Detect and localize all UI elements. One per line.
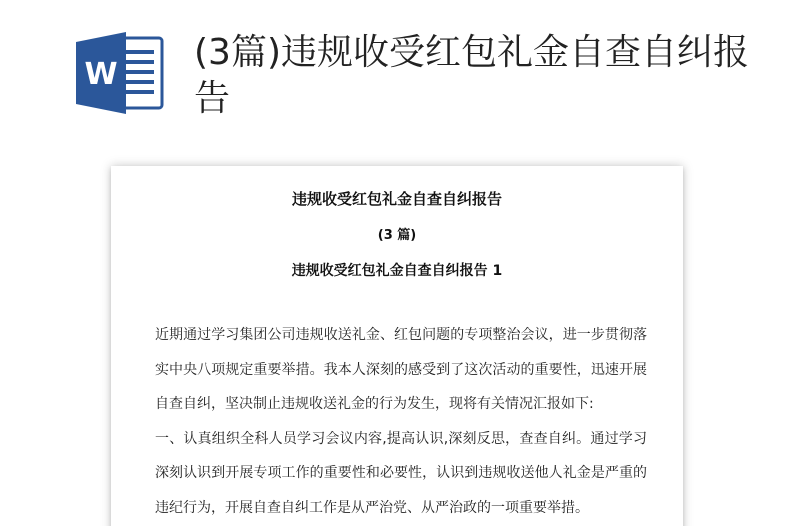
document-body xyxy=(155,318,647,525)
section-title: 违规收受红包礼金自查自纠报告 1 xyxy=(291,263,503,279)
paragraph: 一、认真组织全科人员学习会议内容,提高认识,深刻反思，查查自纠。通过学习深刻认识到开展专项工作的重要性和必要性，认识到违规收送他人礼金是严重的违纪行为，开展自查自纠工作是从严治党、从严治政的一项重要举措。 xyxy=(155,430,647,516)
document-count: (3 篇) xyxy=(377,228,417,243)
document-page xyxy=(111,166,683,526)
svg-text:W: W xyxy=(84,57,118,92)
word-icon xyxy=(74,30,166,116)
document-title: 违规收受红包礼金自查自纠报告 xyxy=(291,190,502,208)
header xyxy=(0,0,800,160)
paragraph: 近期通过学习集团公司违规收送礼金、红包问题的专项整治会议，进一步贯彻落实中央八项规定重要举措。我本人深刻的感受到了这次活动的重要性，迅速开展自查自纠，坚决制止违规收送礼金的行为发生，现将有关情况汇报如下: xyxy=(155,327,647,412)
page-title: (3篇)违规收受红包礼金自查自纠报告 xyxy=(194,32,749,119)
